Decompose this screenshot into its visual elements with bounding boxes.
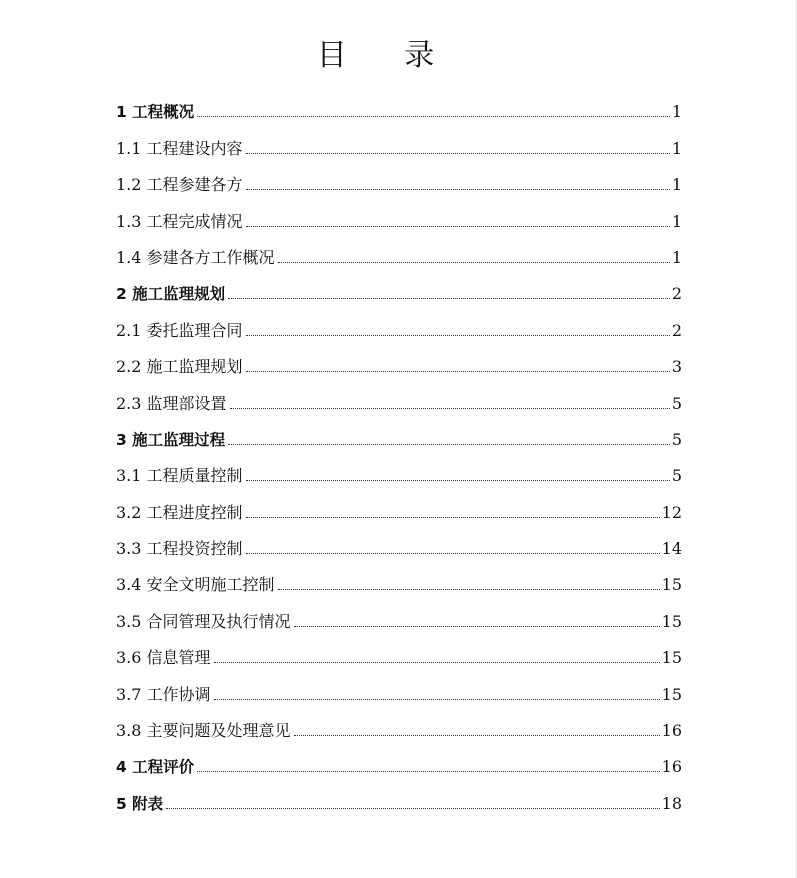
toc-entry-label: 3.7 工作协调 bbox=[116, 684, 211, 704]
table-of-contents bbox=[116, 88, 682, 816]
toc-chapter-entry[interactable] bbox=[116, 743, 682, 779]
toc-dot-leader bbox=[278, 589, 660, 590]
toc-entry-label: 1 工程概况 bbox=[116, 103, 195, 122]
toc-page-number: 12 bbox=[661, 502, 682, 522]
toc-section-entry[interactable] bbox=[116, 234, 682, 270]
toc-entry-label: 3.6 信息管理 bbox=[116, 648, 211, 668]
toc-dot-leader bbox=[166, 808, 659, 809]
toc-section-entry[interactable] bbox=[116, 197, 682, 233]
toc-entry-label: 2.2 施工监理规划 bbox=[116, 357, 243, 377]
toc-entry-label: 3.3 工程投资控制 bbox=[116, 539, 243, 559]
toc-page-number: 5 bbox=[671, 429, 682, 449]
toc-section-entry[interactable] bbox=[116, 597, 682, 633]
toc-section-entry[interactable] bbox=[116, 452, 682, 488]
toc-chapter-entry[interactable] bbox=[116, 88, 682, 124]
toc-dot-leader bbox=[230, 408, 670, 409]
toc-entry-label: 3.4 安全文明施工控制 bbox=[116, 575, 275, 595]
toc-dot-leader bbox=[294, 735, 660, 736]
toc-entry-label: 3.5 合同管理及执行情况 bbox=[116, 611, 291, 631]
toc-dot-leader bbox=[214, 699, 660, 700]
toc-page-number: 1 bbox=[671, 102, 682, 122]
toc-page-number: 2 bbox=[671, 320, 682, 340]
toc-entry-label: 5 附表 bbox=[116, 794, 164, 813]
toc-entry-label: 3.2 工程进度控制 bbox=[116, 502, 243, 522]
page-title: 目 录 bbox=[316, 38, 459, 73]
toc-section-entry[interactable] bbox=[116, 670, 682, 706]
toc-section-entry[interactable] bbox=[116, 561, 682, 597]
toc-entry-label: 2.1 委托监理合同 bbox=[116, 320, 243, 340]
toc-page-number: 14 bbox=[661, 539, 682, 559]
toc-entry-label: 3.8 主要问题及处理意见 bbox=[116, 721, 291, 741]
toc-dot-leader bbox=[246, 226, 670, 227]
toc-dot-leader bbox=[246, 335, 670, 336]
toc-page-number: 1 bbox=[671, 175, 682, 195]
toc-page-number: 2 bbox=[671, 284, 682, 304]
toc-entry-label: 3 施工监理过程 bbox=[116, 430, 226, 449]
toc-section-entry[interactable] bbox=[116, 306, 682, 342]
toc-page-number: 15 bbox=[661, 648, 682, 668]
toc-page-number: 1 bbox=[671, 138, 682, 158]
toc-dot-leader bbox=[294, 626, 660, 627]
toc-page-number: 15 bbox=[661, 611, 682, 631]
toc-dot-leader bbox=[246, 517, 660, 518]
toc-dot-leader bbox=[197, 771, 659, 772]
toc-section-entry[interactable] bbox=[116, 124, 682, 160]
toc-dot-leader bbox=[197, 116, 670, 117]
toc-chapter-entry[interactable] bbox=[116, 270, 682, 306]
toc-dot-leader bbox=[246, 480, 670, 481]
toc-page-number: 1 bbox=[671, 247, 682, 267]
toc-dot-leader bbox=[278, 262, 670, 263]
toc-dot-leader bbox=[246, 153, 670, 154]
toc-section-entry[interactable] bbox=[116, 634, 682, 670]
toc-dot-leader bbox=[214, 662, 660, 663]
toc-entry-label: 1.2 工程参建各方 bbox=[116, 175, 243, 195]
toc-section-entry[interactable] bbox=[116, 343, 682, 379]
toc-page-number: 5 bbox=[671, 466, 682, 486]
toc-chapter-entry[interactable] bbox=[116, 779, 682, 815]
toc-page-number: 15 bbox=[661, 684, 682, 704]
toc-page-number: 16 bbox=[661, 757, 682, 777]
toc-page-number: 3 bbox=[671, 357, 682, 377]
toc-entry-label: 3.1 工程质量控制 bbox=[116, 466, 243, 486]
toc-entry-label: 1.1 工程建设内容 bbox=[116, 138, 243, 158]
toc-entry-label: 2 施工监理规划 bbox=[116, 285, 226, 304]
toc-page-number: 5 bbox=[671, 393, 682, 413]
toc-entry-label: 2.3 监理部设置 bbox=[116, 393, 227, 413]
toc-section-entry[interactable] bbox=[116, 707, 682, 743]
toc-section-entry[interactable] bbox=[116, 379, 682, 415]
toc-section-entry[interactable] bbox=[116, 488, 682, 524]
toc-entry-label: 1.3 工程完成情况 bbox=[116, 211, 243, 231]
toc-page-number: 15 bbox=[661, 575, 682, 595]
toc-page-number: 1 bbox=[671, 211, 682, 231]
toc-dot-leader bbox=[228, 298, 670, 299]
toc-entry-label: 1.4 参建各方工作概况 bbox=[116, 247, 275, 267]
toc-page-number: 16 bbox=[661, 721, 682, 741]
toc-section-entry[interactable] bbox=[116, 525, 682, 561]
toc-dot-leader bbox=[228, 444, 670, 445]
toc-chapter-entry[interactable] bbox=[116, 416, 682, 452]
toc-dot-leader bbox=[246, 371, 670, 372]
toc-section-entry[interactable] bbox=[116, 161, 682, 197]
toc-dot-leader bbox=[246, 553, 660, 554]
toc-entry-label: 4 工程评价 bbox=[116, 758, 195, 777]
toc-page-number: 18 bbox=[661, 793, 682, 813]
toc-dot-leader bbox=[246, 189, 670, 190]
